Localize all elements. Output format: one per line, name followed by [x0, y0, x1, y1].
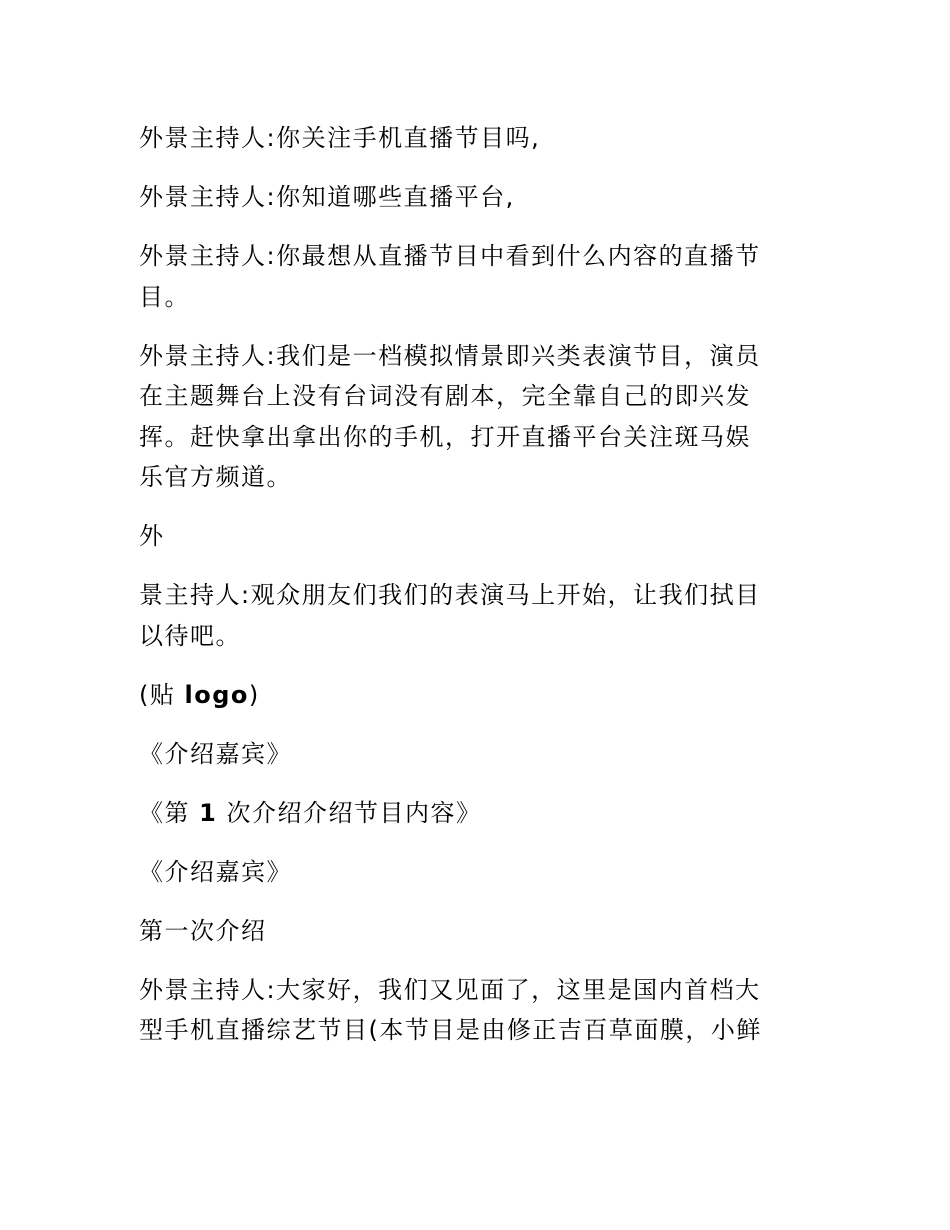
section-heading-intro-program [139, 793, 803, 834]
paragraph: 外景主持人:你关注手机直播节目吗, [139, 124, 541, 152]
paragraph: 外景主持人:你知道哪些直播平台, [139, 183, 515, 211]
intro-program-number: 1 [199, 798, 218, 827]
paragraph: 景主持人:观众朋友们我们的表演马上开始，让我们拭目 以待吧。 [139, 581, 761, 650]
section-heading-first-intro: 第一次介绍 [139, 916, 267, 945]
document-page [139, 118, 803, 1069]
section-heading-intro-guests: 《介绍嘉宾》 [139, 857, 292, 886]
logo-line-suffix: ) [248, 680, 260, 709]
intro-program-suffix: 次介绍介绍节目内容》 [217, 798, 482, 827]
section-heading-intro-guests: 《介绍嘉宾》 [139, 739, 292, 768]
intro-program-prefix: 《第 [139, 798, 200, 827]
logo-line-bold: logo [184, 680, 249, 709]
paragraph: 外景主持人:我们是一档模拟情景即兴类表演节目，演员 在主题舞台上没有台词没有剧本，完全靠自己的即兴发 挥。赶快拿出拿出你的手机，打开直播平台关注斑马娱 乐官方频道。 [139, 341, 761, 491]
logo-placeholder-line [139, 675, 803, 716]
paragraph: 外景主持人:大家好，我们又见面了，这里是国内首档大 型手机直播综艺节目(本节目是由修正吉百草面膜，小鲜 [139, 975, 762, 1044]
logo-line-prefix: (贴 [139, 680, 185, 709]
paragraph: 外 [139, 522, 165, 550]
paragraph: 外景主持人:你最想从直播节目中看到什么内容的直播节 目。 [139, 242, 761, 311]
